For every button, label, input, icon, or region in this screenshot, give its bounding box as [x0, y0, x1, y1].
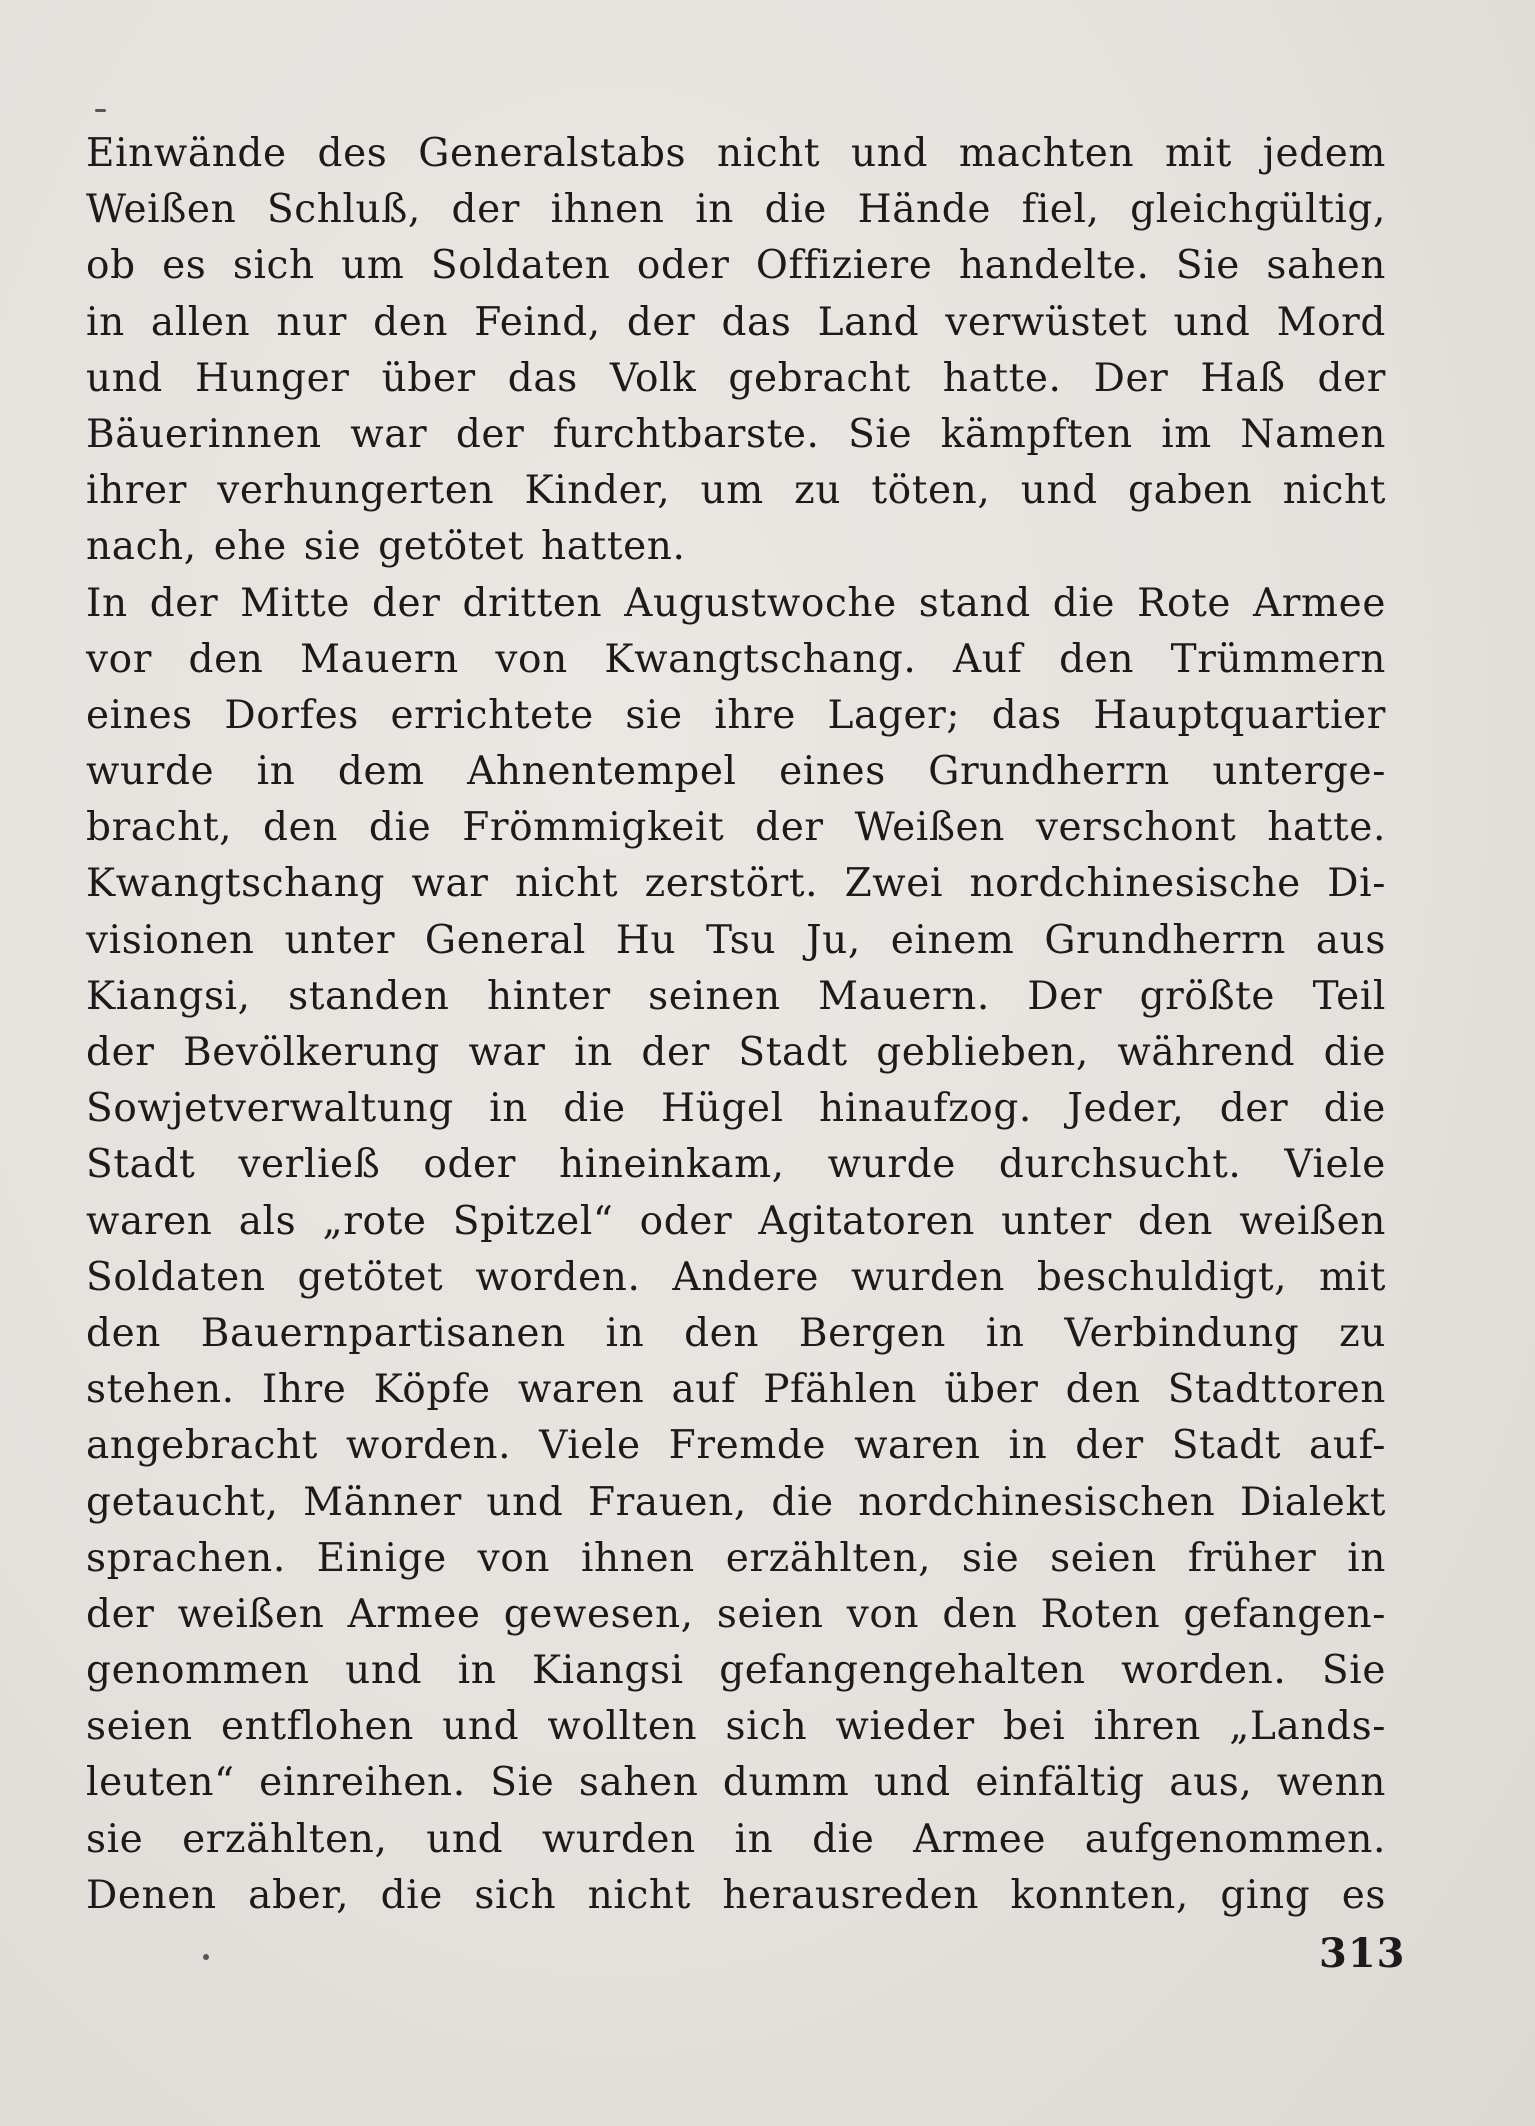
text-line: seien entflohen und wollten sich wieder bei ihren „Lands-: [86, 1704, 1386, 1750]
text-line: visionen unter General Hu Tsu Ju, einem Grundherrn aus: [86, 917, 1386, 963]
text-line: leuten“ einreihen. Sie sahen dumm und einfältig aus, wenn: [86, 1760, 1386, 1806]
text-line: stehen. Ihre Köpfe waren auf Pfählen über den Stadttoren: [86, 1367, 1386, 1413]
text-line: Bäuerinnen war der furchtbarste. Sie kämpften im Namen: [86, 411, 1386, 457]
text-line: angebracht worden. Viele Fremde waren in der Stadt auf-: [86, 1423, 1386, 1469]
text-line: der Bevölkerung war in der Stadt geblieben, während die: [86, 1030, 1386, 1075]
text-line: wurde in dem Ahnentempel eines Grundherrn unterge-: [86, 749, 1386, 795]
print-mark-dash: [95, 109, 106, 112]
page-number: 313: [1319, 1930, 1406, 1977]
text-line: nach, ehe sie getötet hatten.: [86, 524, 686, 570]
text-line: waren als „rote Spitzel“ oder Agitatoren unter den weißen: [86, 1198, 1386, 1244]
text-line: den Bauernpartisanen in den Bergen in Verbindung zu: [86, 1310, 1386, 1356]
text-line: In der Mitte der dritten Augustwoche stand die Rote Armee: [86, 580, 1386, 626]
body-text: [86, 126, 1386, 1924]
text-line: sprachen. Einige von ihnen erzählten, sie seien früher in: [86, 1535, 1386, 1581]
print-mark-dot: [203, 1954, 209, 1960]
text-line: und Hunger über das Volk gebracht hatte. Der Haß der: [86, 355, 1386, 401]
text-line: in allen nur den Feind, der das Land verwüstet und Mord: [86, 299, 1386, 345]
text-line: genommen und in Kiangsi gefangengehalten worden. Sie: [86, 1648, 1386, 1694]
text-line: der weißen Armee gewesen, seien von den Roten gefangen-: [86, 1591, 1386, 1637]
text-line: getaucht, Männer und Frauen, die nordchinesischen Dialekt: [86, 1479, 1386, 1525]
text-line: Stadt verließ oder hineinkam, wurde durchsucht. Viele: [86, 1142, 1386, 1188]
text-line: Weißen Schluß, der ihnen in die Hände fiel, gleichgültig,: [86, 187, 1386, 233]
text-line: Denen aber, die sich nicht herausreden konnten, ging es: [86, 1872, 1386, 1918]
text-line: Soldaten getötet worden. Andere wurden beschuldigt, mit: [86, 1254, 1386, 1300]
text-line: vor den Mauern von Kwangtschang. Auf den Trümmern: [86, 636, 1386, 682]
text-line: sie erzählten, und wurden in die Armee aufgenommen.: [86, 1816, 1386, 1862]
text-line: ihrer verhungerten Kinder, um zu töten, und gaben nicht: [86, 468, 1386, 514]
text-line: Sowjetverwaltung in die Hügel hinaufzog. Jeder, der die: [86, 1086, 1386, 1132]
text-line: Kiangsi, standen hinter seinen Mauern. Der größte Teil: [86, 973, 1386, 1019]
text-line: Einwände des Generalstabs nicht und machten mit jedem: [86, 131, 1386, 176]
text-line: ob es sich um Soldaten oder Offiziere handelte. Sie sahen: [86, 243, 1386, 289]
text-line: bracht, den die Frömmigkeit der Weißen verschont hatte.: [86, 805, 1386, 851]
text-line: Kwangtschang war nicht zerstört. Zwei nordchinesische Di-: [86, 861, 1386, 907]
text-line: eines Dorfes errichtete sie ihre Lager; das Hauptquartier: [86, 692, 1386, 738]
